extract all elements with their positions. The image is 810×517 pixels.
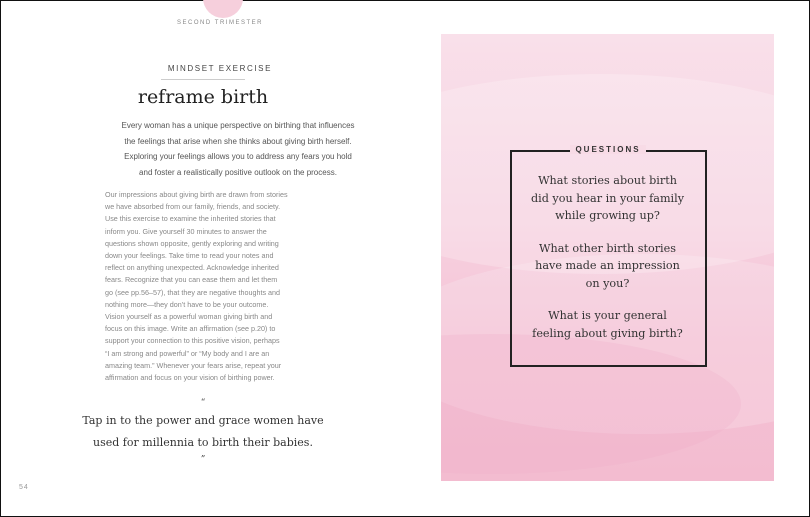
question-line: while growing up? (555, 209, 660, 222)
body-line: focus on this image. Write an affirmation (see p.20) to (105, 324, 276, 334)
body-line: down your feelings. Take time to read your notes and (105, 251, 274, 261)
question-line: have made an impression (535, 259, 680, 272)
body-line: support your connection to this positive vision, perhaps (105, 336, 280, 346)
body-line: inform you. Give yourself 30 minutes to answer the (105, 226, 267, 236)
pull-quote (60, 410, 346, 454)
body-line: Vision yourself as a powerful woman giving birth and (105, 312, 273, 322)
body-line: Our impressions about giving birth are drawn from stories (105, 190, 288, 199)
body-line: Use this exercise to examine the inherited stories that (105, 214, 276, 224)
question-line: What other birth stories (539, 241, 676, 255)
intro-line: the feelings that arise when she thinks about giving birth herself. (124, 136, 352, 146)
intro-paragraph (70, 118, 406, 180)
body-line: “I am strong and powerful” or “My body and I are an (105, 348, 270, 358)
question-item (514, 240, 701, 293)
quote-line: Tap in to the power and grace women have (82, 414, 324, 427)
question-line: did you hear in your family (530, 191, 685, 205)
questions-label: QUESTIONS (570, 145, 646, 154)
body-line: go (see pp.56–57), that they are negative thoughts and (105, 287, 281, 297)
quote-close-mark: ” (200, 455, 206, 465)
body-line: reflect on anything unexpected. Acknowledge inherited (105, 263, 279, 273)
body-line: affirmation and focus on your vision of birthing power. (105, 373, 275, 383)
intro-line: and foster a realistically positive outlook on the process. (139, 167, 337, 177)
quote-line: used for millennia to birth their babies. (93, 436, 313, 449)
question-line: What is your general (548, 309, 667, 322)
divider (161, 79, 245, 80)
body-line: fears. Recognize that you can ease them and let them (105, 275, 278, 285)
body-line: amazing team.” Whenever your fears arise, repeat your (105, 360, 282, 370)
body-line: questions shown opposite, gently exploring and writing (105, 238, 279, 248)
body-line: nothing more—they don’t have to be your outcome. (105, 299, 269, 309)
question-item (514, 172, 701, 225)
exercise-kicker: MINDSET EXERCISE (167, 64, 273, 73)
intro-line: Exploring your feelings allows you to address any fears you hold (124, 152, 352, 161)
question-line: What stories about birth (538, 174, 677, 187)
page-number: 54 (19, 484, 29, 491)
body-paragraph (105, 189, 315, 384)
question-line: feeling about giving birth? (532, 326, 683, 340)
page-title: reframe birth (137, 86, 269, 108)
intro-line: Every woman has a unique perspective on birthing that influences (121, 121, 355, 130)
section-header: SECOND TRIMESTER (177, 20, 263, 26)
questions-list (514, 172, 701, 357)
question-line: on you? (585, 276, 630, 290)
question-item (514, 307, 701, 342)
quote-open-mark: “ (200, 398, 206, 408)
body-line: we have absorbed from our family, friends, and society. (105, 202, 281, 212)
